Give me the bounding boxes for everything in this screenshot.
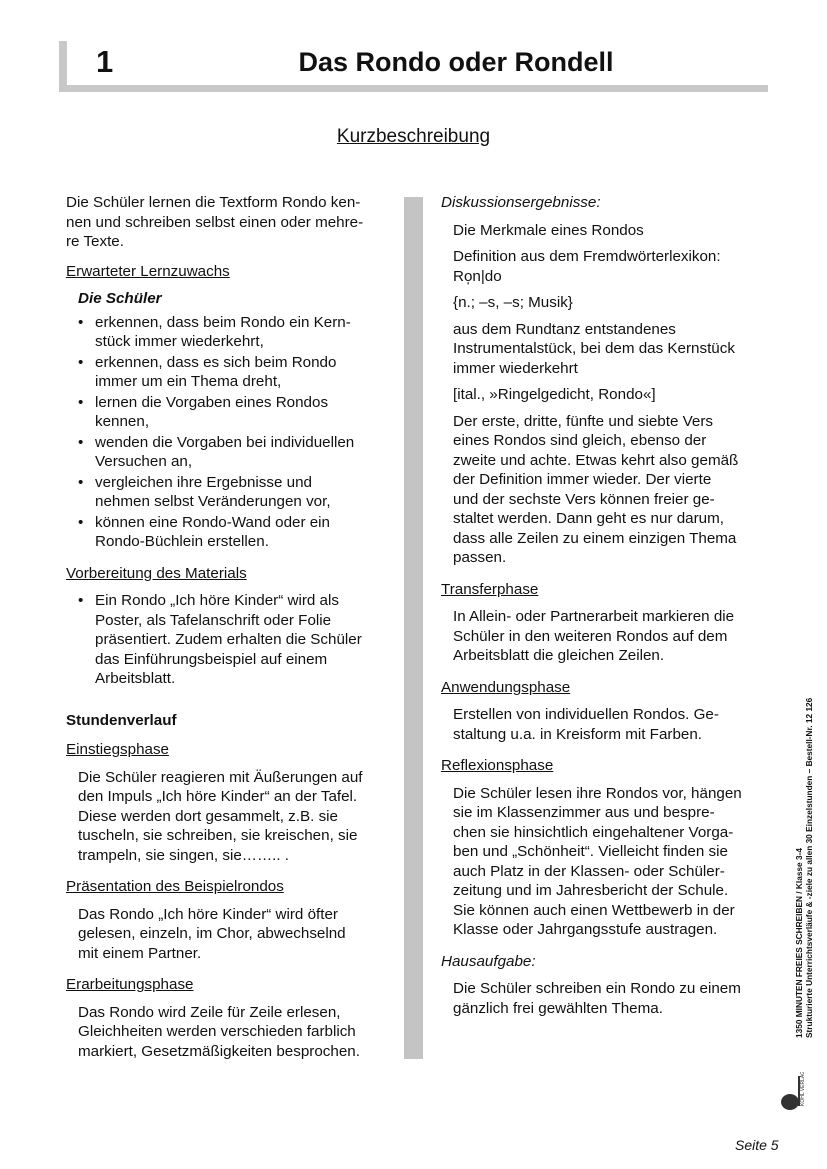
sidebar-imprint: [794, 698, 814, 1038]
diskussion-p6: Der erste, dritte, fünfte und siebte Vers eines Rondos sind gleich, ebenso der zweite und achte. Etwas kehrt also gemäß der Definition immer wieder. Der vierte und der sechste Vers können freier ge- staltet werden. Dann geht es nur darum, dass alle Zeilen zu einem einzigen Thema passen.: [453, 412, 739, 566]
publisher-logo: [778, 1072, 808, 1112]
diskussion-p1: Die Merkmale eines Rondos: [453, 221, 644, 239]
sidebar-line: 1350 MINUTEN FREIES SCHREIBEN / Klasse 3-4: [794, 848, 804, 1038]
lernzuwachs-list: [66, 313, 386, 552]
list-item: • vergleichen ihre Ergebnisse und nehmen selbst Veränderungen vor,: [66, 473, 386, 512]
left-column: [66, 193, 386, 1069]
heading-reflexion: Reflexionsphase: [441, 757, 554, 774]
diskussion-p5: [ital., »Ringelgedicht, Rondo«]: [453, 386, 656, 403]
heading-erarbeitung: Erarbeitungsphase: [66, 976, 194, 993]
column-divider: [404, 197, 423, 1059]
heading-diskussion: Diskussionsergebnisse:: [441, 194, 601, 211]
list-item: • erkennen, dass es sich beim Rondo immer um ein Thema dreht,: [66, 353, 386, 392]
hausaufgabe-paragraph: Die Schüler schreiben ein Rondo zu einem gänzlich frei gewählten Thema.: [453, 980, 741, 1017]
praesentation-paragraph: Das Rondo „Ich höre Kinder“ wird öfter gelesen, einzeln, im Chor, abwechselnd mit einem Partner.: [78, 905, 346, 962]
text-line: nen und schreiben selbst einen oder mehre-: [66, 213, 364, 231]
header-bar-bottom: [59, 85, 768, 92]
list-item: • wenden die Vorgaben bei individuellen Versuchen an,: [66, 433, 386, 472]
right-column: [441, 193, 771, 1026]
heading-anwendung: Anwendungsphase: [441, 678, 571, 696]
chapter-number: 1: [96, 44, 114, 79]
erarbeitung-paragraph: Das Rondo wird Zeile für Zeile erlesen, Gleichheiten werden verschieden farblich markiert, Gesetzmäßigkeiten besprochen.: [78, 1003, 360, 1060]
sidebar-line: Strukturierte Unterrichtsverläufe & -ziele zu allen 30 Einzelstunden – Bestell-Nr. 12 126: [804, 697, 814, 1038]
heading-stundenverlauf: Stundenverlauf: [66, 711, 177, 729]
reflexion-paragraph: Die Schüler lesen ihre Rondos vor, hängen sie im Klassenzimmer aus und bespre- chen sie hinsichtlich eingehaltener Vorga- ben und „Schönheit“. Vielleicht finden sie auch Platz in der Klassen- oder Schüler- zeitung und im Jahresbericht der Schule. Sie können auch einen Wettbewerb in der Klasse oder Jahrgangsstufe austragen.: [453, 784, 742, 938]
svg-text:KOHL VERLAG: KOHL VERLAG: [800, 1072, 806, 1106]
heading-einstieg: Einstiegsphase: [66, 741, 170, 758]
einstieg-paragraph: Die Schüler reagieren mit Äußerungen auf den Impuls „Ich höre Kinder“ an der Tafel. Diese werden dort gesammelt, z.B. sie tuscheln, sie schreiben, sie kreischen, sie trampeln, sie singen, sie…….. .: [78, 768, 363, 864]
anwendung-paragraph: Erstellen von individuellen Rondos. Ge- staltung u.a. in Kreisform mit Farben.: [453, 706, 719, 743]
heading-material: Vorbereitung des Materials: [66, 564, 247, 582]
intro-paragraph: [66, 193, 386, 252]
list-item: • können eine Rondo-Wand oder ein Rondo-Büchlein erstellen.: [66, 513, 386, 552]
heading-hausaufgabe: Hausaufgabe:: [441, 952, 536, 970]
header-bar-left: [59, 41, 67, 91]
diskussion-p4: aus dem Rundtanz entstandenes Instrumentalstück, bei dem das Kernstück immer wiederkehrt: [453, 320, 735, 377]
text-line: re Texte.: [66, 233, 124, 250]
heading-lernzuwachs: Erwarteter Lernzuwachs: [66, 262, 230, 280]
diskussion-p3: {n.; –s, –s; Musik}: [453, 294, 573, 311]
text-line: Die Schüler lernen die Textform Rondo ken-: [66, 194, 361, 211]
list-item: • lernen die Vorgaben eines Rondos kennen,: [66, 393, 386, 432]
page-number: Seite 5: [735, 1137, 779, 1153]
page-title: Das Rondo oder Rondell: [298, 47, 614, 77]
list-item: • Ein Rondo „Ich höre Kinder“ wird als Poster, als Tafelanschrift oder Folie präsentiert. Zudem erhalten die Schüler das Einführungsbeispiel auf einem Arbeitsblatt.: [66, 591, 386, 689]
transfer-paragraph: In Allein- oder Partnerarbeit markieren die Schüler in den weiteren Rondos auf dem Arbeitsblatt die gleichen Zeilen.: [453, 608, 735, 664]
diskussion-p2: Definition aus dem Fremdwörterlexikon: Ro̩n|do: [453, 248, 721, 285]
subheading-die-schueler: Die Schüler: [78, 290, 162, 307]
heading-transfer: Transferphase: [441, 580, 539, 598]
heading-praesentation: Präsentation des Beispielrondos: [66, 878, 284, 895]
material-list: [66, 591, 386, 689]
list-item: • erkennen, dass beim Rondo ein Kern- stück immer wiederkehrt,: [66, 313, 386, 352]
section-subtitle: Kurzbeschreibung: [336, 126, 491, 147]
